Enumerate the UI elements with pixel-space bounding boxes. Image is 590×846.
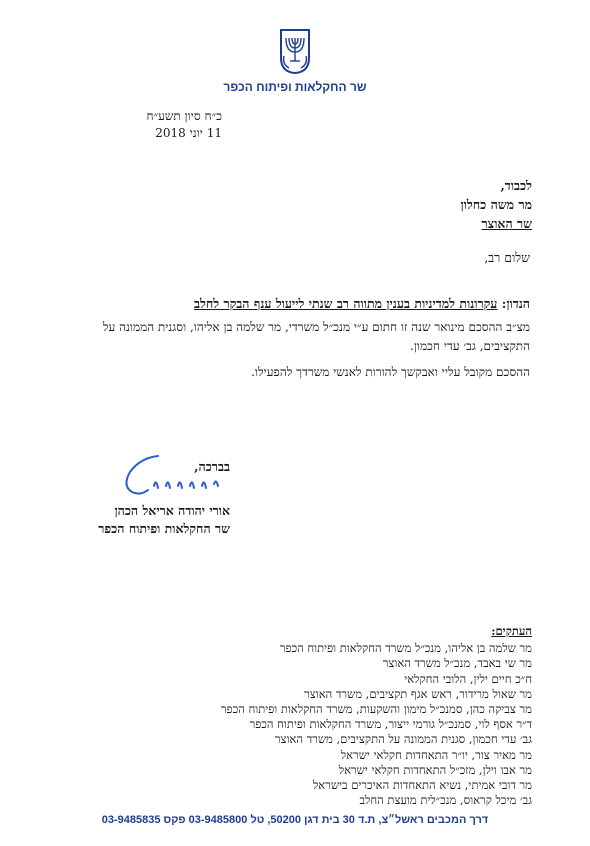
copy-recipient: מר שי באבד, מנכ״ל משרד האוצר [382,656,532,671]
subject-label: הנדון: [501,296,530,311]
copy-recipient: מר צביקה כהן, סמנכ״ל מימון והשקעות, משרד החקלאות ופיתוח הכפר [220,702,532,717]
ministry-title: שר החקלאות ופיתוח הכפר [223,80,367,94]
addressee-honorific: לכבוד, [500,178,532,193]
copy-recipient: מר דובי אמיתי, נשיא התאחדות האיכרים בישראל [312,778,532,793]
state-emblem-icon [278,28,312,74]
body-paragraph-2: ההסכם מקובל עליי ואבקשך להורות לאנשי משרדך להפעילו. [251,365,530,379]
addressee-name: מר משה כחלון [460,197,532,212]
signer-title: שר החקלאות ופיתוח הכפר [98,521,230,536]
date-block [82,108,222,142]
copy-recipient: גב׳ עדי חכמון, סגנית הממונה על התקציבים, משרד האוצר [274,732,532,747]
copy-recipient: ד״ר אסף לוי, סמנכ״ל גורמי ייצור, משרד החקלאות ופיתוח הכפר [249,717,532,732]
addressee-block [232,176,532,233]
copy-recipient: מר שאול מרידור, ראש אגף תקציבים, משרד האוצר [304,686,532,701]
copies-title: העתקים: [491,624,532,638]
greeting: שלום רב, [484,250,530,265]
signer-block [98,502,230,538]
date-hebrew: כ״ח סיון תשע״ח [146,109,222,123]
copy-recipient: מר שלמה בן אליהו, מנכ״ל משרד החקלאות ופיתוח הכפר [279,641,532,656]
signer-name: אורי יהודה אריאל הכהן [114,503,230,518]
closing: בברכה, [194,459,230,474]
date-gregorian: 11 יוני 2018 [155,126,222,140]
addressee-title: שר האוצר [481,216,532,231]
copy-recipient: גב׳ מיכל קראוס, מנכ״לית מועצת החלב [359,793,532,808]
subject-line [60,296,530,312]
copy-recipient: מר מאיר צור, יו״ר התאחדות חקלאי ישראל [340,747,532,762]
copy-recipient: מר אבו וילן, מזכ״ל התאחדות חקלאי ישראל [338,762,532,777]
letter-body [50,318,530,389]
subject-text: עקרונות למדיניות בענין מתווה רב שנתי לייעול ענף הבקר לחלב [193,296,498,311]
body-paragraph-1: מצ״ב ההסכם מינואר שנה זו חתום ע״י מנכ״ל משרדי, מר שלמה בן אליהו, וסגנית הממונה על התקציבים, גב׳ עדי חכמון. [102,320,530,353]
copies-list [72,624,532,808]
handwritten-signature [118,448,238,508]
copy-recipient: ח״כ חיים ילין, הלובי החקלאי [404,671,532,686]
footer-address: דרך המכבים ראשל״צ, ת.ד 30 בית דגן 50200, טל 03-9485800 פקס 03-9485835 [101,814,489,826]
